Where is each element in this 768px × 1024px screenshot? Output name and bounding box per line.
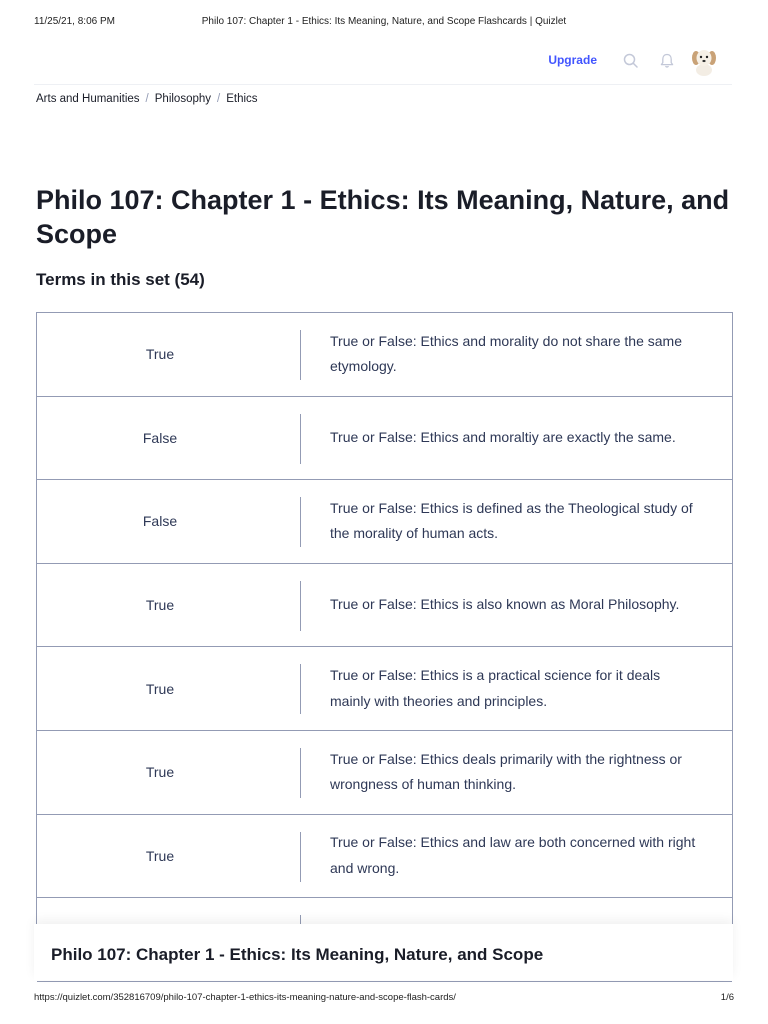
- row-divider: [300, 414, 301, 464]
- print-footer: [0, 992, 768, 1006]
- terms-list: [36, 312, 733, 924]
- term-answer: True: [145, 680, 175, 697]
- sticky-footer: [34, 924, 733, 980]
- term-answer: True: [145, 764, 175, 781]
- print-header: [0, 16, 768, 30]
- row-divider: [300, 581, 301, 631]
- row-divider: [300, 330, 301, 380]
- term-answer: True: [145, 597, 175, 614]
- breadcrumb-separator: /: [217, 93, 221, 105]
- term-definition: True or False: Ethics and law are both concerned with right and wrong.: [330, 834, 696, 876]
- term-row: [37, 647, 732, 731]
- print-url: https://quizlet.com/352816709/philo-107-chapter-1-ethics-its-meaning-nature-and-scope-flash-cards/: [34, 992, 456, 1003]
- term-answer: True: [145, 847, 175, 864]
- term-definition: True or False: Ethics is a practical science for it deals mainly with theories and principles.: [330, 667, 661, 709]
- dog-avatar-icon: [690, 46, 718, 76]
- bell-icon[interactable]: [658, 52, 676, 70]
- term-definition: True or False: Ethics is defined as the Theological study of the morality of human acts.: [330, 499, 693, 542]
- row-divider: [300, 497, 301, 547]
- search-icon[interactable]: [622, 52, 640, 70]
- term-definition: True or False: Ethics deals primarily with the rightness or wrongness of human thinking.: [330, 750, 682, 793]
- row-divider: [300, 748, 301, 798]
- row-divider: [300, 832, 301, 882]
- term-row: [37, 480, 732, 564]
- print-date: 11/25/21, 8:06 PM: [34, 16, 115, 27]
- term-definition: True or False: Ethics and moraltiy are exactly the same.: [330, 429, 676, 446]
- term-answer: False: [142, 429, 178, 446]
- upgrade-link[interactable]: Upgrade: [548, 53, 597, 67]
- top-navigation-bar: [34, 38, 732, 85]
- breadcrumb: [36, 93, 258, 105]
- footer-set-title: Philo 107: Chapter 1 - Ethics: Its Meaning, Nature, and Scope: [51, 945, 544, 964]
- breadcrumb-philosophy[interactable]: Philosophy: [154, 93, 212, 105]
- breadcrumb-separator: /: [145, 93, 149, 105]
- row-divider: [300, 664, 301, 714]
- term-row: [37, 313, 732, 397]
- avatar[interactable]: [690, 46, 718, 76]
- term-row: [37, 397, 732, 481]
- print-page-number: 1/6: [720, 992, 734, 1003]
- print-doc-title: Philo 107: Chapter 1 - Ethics: Its Meaning, Nature, and Scope Flashcards | Quizlet: [201, 16, 567, 27]
- terms-heading: Terms in this set (54): [36, 270, 205, 289]
- term-answer: False: [142, 513, 178, 530]
- term-answer: True: [145, 346, 175, 363]
- term-definition: True or False: Ethics and morality do not share the same etymology.: [330, 332, 682, 375]
- term-row: [37, 564, 732, 648]
- term-row: [37, 815, 732, 899]
- breadcrumb-ethics[interactable]: Ethics: [226, 93, 258, 105]
- term-row: [37, 731, 732, 815]
- term-definition: True or False: Ethics is also known as Moral Philosophy.: [330, 596, 680, 613]
- page-title: Philo 107: Chapter 1 - Ethics: Its Meaning, Nature, and Scope: [36, 185, 730, 249]
- breadcrumb-arts-and-humanities[interactable]: Arts and Humanities: [36, 93, 140, 105]
